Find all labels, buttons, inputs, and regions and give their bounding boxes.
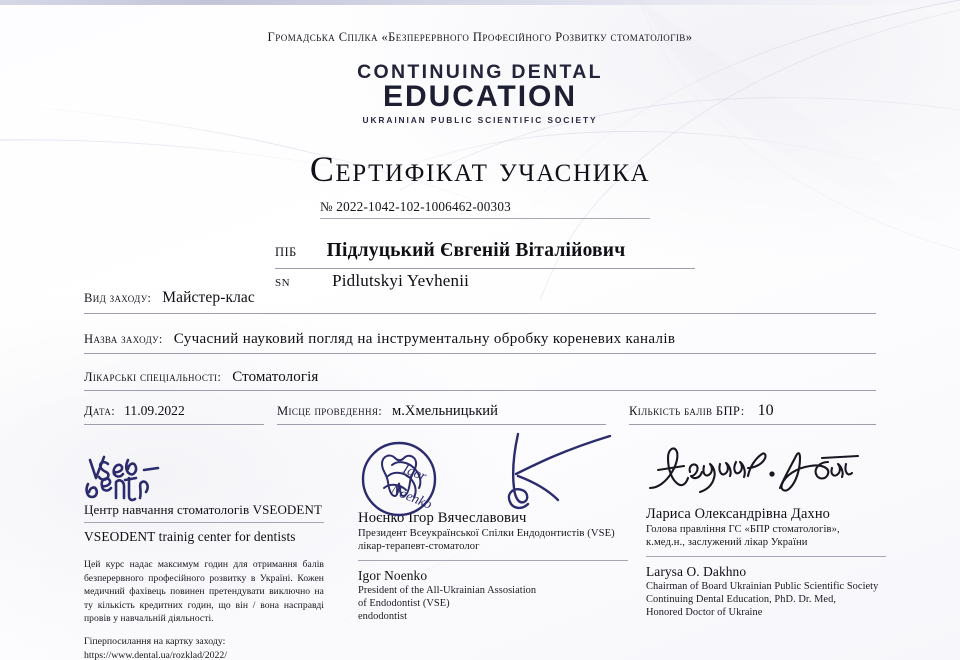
divider-noenko [358, 560, 628, 561]
field-event-title-value: Сучасний науковий погляд на інструментальну обробку кореневих каналів [173, 331, 676, 347]
signature-block-noenko [358, 450, 628, 624]
signature-block-dakhno [646, 450, 886, 620]
field-full-name-value: Підлуцький Євгеній Віталійович [326, 240, 626, 261]
dakhno-name-ua: Лариса Олександрівна Дахно [646, 506, 831, 522]
dakhno-role-en-1: Chairman of Board Ukrainian Public Scientific Society [646, 581, 879, 593]
cde-logo [0, 63, 960, 124]
field-place-label: Місце проведення: [277, 404, 383, 418]
logo-line-2: EDUCATION [382, 79, 578, 113]
field-event-kind [84, 289, 255, 307]
field-place-value: м.Хмельницький [392, 403, 498, 419]
credit-disclaimer-text: Цей курс надає максимум годин для отримання балів безперервного професійного розвитку в Україні. Кожен медичний фахівець повинен претендувати виключно на ту кількість кредитних годин, що він / вона насправді провів у навчальній діяльності. [84, 559, 324, 625]
field-latin-name [275, 271, 469, 291]
logo-line-1: CONTINUING DENTAL [357, 61, 603, 83]
divider-date [84, 424, 264, 425]
field-specialty-value: Стоматологія [232, 369, 319, 385]
dakhno-role-ua-2: к.мед.н., заслужений лікар України [646, 537, 808, 549]
field-credit-points [629, 402, 774, 420]
divider-place [277, 424, 606, 425]
divider-specialty [84, 390, 876, 391]
divider-event-title [84, 353, 876, 354]
divider-credit-points [629, 424, 876, 425]
field-credit-points-value: 10 [757, 402, 774, 419]
divider-dakhno [646, 556, 886, 557]
field-credit-points-label: Кількість балів БПР: [629, 404, 745, 418]
field-event-title [84, 330, 675, 348]
svg-text:Igor: Igor [400, 461, 429, 485]
field-latin-name-value: Pidlutskyi Yevhenii [332, 271, 470, 290]
page-title: Сертифікат учасника [309, 149, 651, 189]
field-place [277, 402, 498, 420]
divider-training-center [84, 522, 324, 523]
training-center-name-en: VSEODENT trainig center for dentists [84, 529, 296, 544]
svg-text:Noenko: Noenko [388, 482, 434, 513]
noenko-role-en-3: endodontist [358, 611, 408, 623]
vseodent-logo-icon [84, 452, 168, 502]
field-full-name-label: ПІБ [275, 245, 297, 259]
dakhno-role-en-2: Continuing Dental Education, PhD. Dr. Med, [646, 594, 836, 606]
tooth-stamp-icon [358, 438, 440, 520]
field-event-kind-label: Вид заходу: [84, 291, 152, 305]
handwritten-signature-dakhno [644, 444, 860, 502]
logo-line-3: UKRAINIAN PUBLIC SCIENTIFIC SOCIETY [362, 114, 598, 125]
divider-event-kind [84, 313, 876, 314]
field-specialty [84, 368, 318, 386]
noenko-role-en-2: of Endodontist (VSE) [358, 598, 450, 610]
noenko-name-ua: Ноєнко Ігор Вячеславович [358, 510, 527, 526]
dakhno-name-en: Larysa O. Dakhno [646, 564, 747, 580]
divider-full-name [275, 268, 695, 269]
signature-block-training-center [84, 450, 324, 660]
field-event-title-label: Назва заходу: [84, 332, 163, 346]
field-event-kind-value: Майстер-клас [162, 289, 255, 306]
dakhno-role-en-3: Honored Doctor of Ukraine [646, 607, 763, 619]
field-latin-name-label: SN [275, 277, 291, 289]
noenko-role-ua-2: лікар-терапевт-стоматолог [358, 541, 480, 553]
noenko-name-en: Igor Noenko [358, 568, 428, 584]
noenko-role-ua-1: Президент Всеукраїнської Спілки Ендодонтистів (VSE) [358, 528, 615, 539]
training-center-name-ua: Центр навчання стоматологів VSEODENT [84, 502, 322, 517]
event-link-url[interactable]: https://www.dental.ua/rozklad/2022/ [84, 649, 228, 660]
handwritten-signature-noenko [488, 430, 618, 522]
dakhno-role-ua-1: Голова правління ГС «БПР стоматологів», [646, 524, 840, 535]
field-date-value: 11.09.2022 [124, 403, 185, 418]
noenko-role-en-1: President of the All-Ukrainian Assosiation [358, 585, 537, 597]
event-link-label: Гіперпосилання на картку заходу: [84, 636, 226, 648]
field-date-label: Дата: [84, 404, 116, 418]
field-specialty-label: Лікарські спеціальності: [84, 370, 222, 384]
field-full-name [275, 240, 625, 262]
field-date [84, 402, 185, 420]
certificate-number: № 2022-1042-102-1006462-00303 [320, 199, 650, 219]
organization-line: Громадська Спілка «Безперервного Професійного Розвитку стоматологів» [267, 30, 693, 44]
